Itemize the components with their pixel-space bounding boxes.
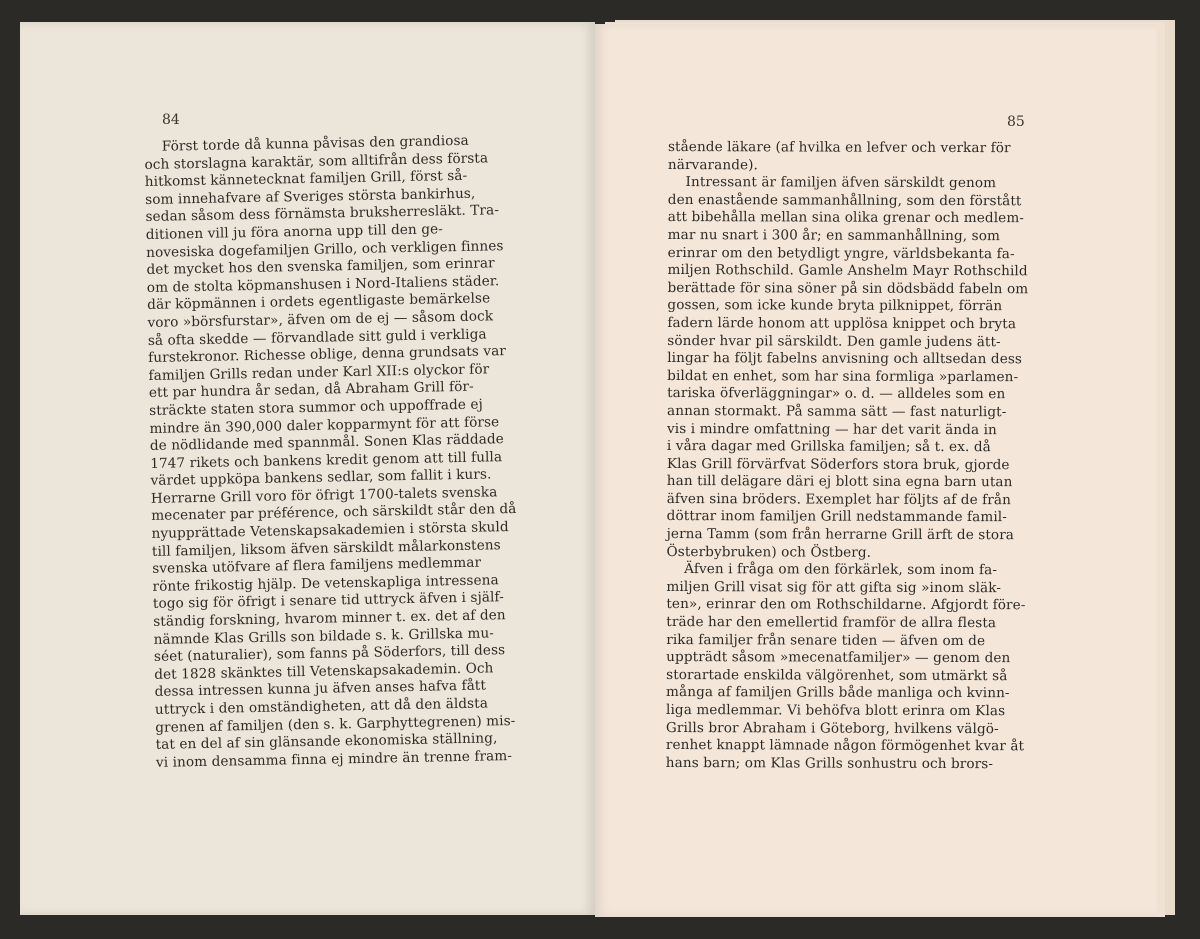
text-line: det 1828 skänktes till Vetenskapsakademin. Och [154,660,494,683]
text-line: Herrarne Grill voro för öfrigt 1700-talets svenska [150,484,498,507]
right-page [595,24,1157,917]
text-line: ten», erinrar den om Rothschildarne. Afgjordt före- [666,596,1026,614]
text-line: jerna Tamm (som från herrarne Grill ärft de stora [666,526,1015,544]
text-line: uttryck i den omständigheten, att då den äldsta [154,695,489,718]
text-line: hitkomst kännetecknat familjen Grill, först så- [144,167,468,191]
text-line: ditionen vill ju föra anorna upp till den ge- [145,221,444,243]
left-page-text [144,132,546,773]
text-line: furstekronor. Richesse oblige, denna grundsats var [148,343,507,367]
text-line: nyupprättade Vetenskapsakademien i största skuld [151,519,509,542]
text-line: Österbybruken) och Östberg. [666,543,872,561]
text-line: sträckte staten stora summor och uppoffrade ej [149,396,484,419]
text-line: sönder hvar pil särskildt. Den gamle judens ätt- [667,332,1001,350]
text-line: Äfven i fråga om den förkärlek, som inom fa- [666,561,998,579]
text-line: tariska öfverläggningar» o. d. — alldeles som en [667,385,1006,403]
text-line: svenska utöfvare af flera familjens medlemmar [152,554,482,578]
text-line: hans barn; om Klas Grills sonhustru och brors- [665,754,994,772]
text-line: storartade enskilda välgörenhet, som utmärkt så [666,666,1008,685]
text-line: stående läkare (af hvilka en lefver och verkar för [667,139,1011,157]
text-line: han till delägare däri ej blott sina egna barn utan [666,473,1013,491]
text-line: mecenater par préférence, och särskildt står den då [151,501,517,525]
text-line: vis i mindre omfattning — har det varit ända in [666,420,997,438]
text-line: värdet uppköpa bankens sedlar, som fallit i kurs. [150,466,492,490]
text-line: vi inom densamma finna ej mindre än trenne fram- [155,747,513,771]
text-line: Först torde då kunna påvisas den grandiosa [144,132,469,155]
text-line: gossen, som icke kunde bryta pilknippet, förrän [667,297,1003,315]
text-line: mindre än 390,000 daler kopparmynt för att förse [149,413,500,437]
text-line: sedan såsom dess förnämsta bruksherresläkt. Tra- [145,202,500,226]
text-line: nämnde Klas Grills son bildade s. k. Grillska mu- [153,625,495,648]
text-line: äfven sina bröders. Exemplet har följts af de från [666,490,1012,509]
text-line: annan stormakt. På samma sätt — fast naturligt- [667,402,1007,421]
text-line: miljen Grill visat sig för att gifta sig »inom släk- [666,578,1002,597]
text-line: att bibehålla mellan sina olika grenar och medlem- [667,209,1025,227]
text-line: togo sig för öfrigt i senare tid uttryck äfven i själf- [152,589,504,613]
text-line: där köpmännen i ordets egentligaste bemärkelse [147,290,491,314]
text-line: till familjen, liksom äfven särskildt målarkonstens [151,536,501,560]
text-line: grenen af familjen (den s. k. Garphyttegrenen) mis- [155,712,516,736]
text-line: séet (naturalier), som fanns på Söderfors, till dess [153,642,506,666]
text-line: renhet knappt lämnade någon förmögenhet kvar åt [665,737,1025,755]
text-line: miljen Rothschild. Gamle Anshelm Mayr Rothschild [667,262,1028,280]
text-line: ständig forskning, hvarom minner t. ex. det af den [153,607,506,630]
text-line: de nödlidande med spannmål. Sonen Klas räddade [149,431,504,455]
page-number-left: 84 [162,112,180,128]
text-line: och storslagna karaktär, som alltifrån dess första [144,149,489,173]
text-line: närvarande). [667,156,759,173]
text-line: erinrar om den betydligt yngre, världsbekanta fa- [667,244,1015,262]
text-line: bildat en enhet, som har sina formliga »parlamen- [667,367,1019,385]
text-line: rika familjer från senare tiden — äfven om de [666,631,986,649]
text-line: fadern lärde honom att upplösa knippet och bryta [667,314,1017,333]
text-line: lingar ha följt fabelns anvisning och alltsedan dess [667,350,1023,368]
text-line: Grills bror Abraham i Göteborg, hvilkens välgö- [665,719,999,737]
text-line: tat en del af sin glänsande ekonomiska ställning, [155,730,498,754]
text-line: ett par hundra år sedan, då Abraham Grill för- [148,379,474,402]
text-line: uppträdt såsom »mecenatfamiljer» — genom den [666,649,1011,667]
text-line: familjen Grills redan under Karl XII:s olyckor för [148,361,490,384]
text-line: berättade för sina söner på sin dödsbädd fabeln om [667,279,1029,298]
text-line: voro »börsfurstar», äfven om de ej — såsom dock [147,308,494,331]
text-line: Klas Grill förvärfvat Söderfors stora bruk, gjorde [666,455,1010,473]
text-line: i våra dagar med Grillska familjen; så t. ex. då [666,438,991,456]
text-line: 1747 rikets och bankens kredit genom att till fulla [150,448,503,472]
right-page-text [666,139,1048,774]
text-line: många af familjen Grills både manliga och kvinn- [666,684,1010,702]
text-line: liga medlemmar. Vi behöfva blott erinra om Klas [665,701,1006,720]
left-page [20,22,595,915]
text-line: rönte frikostig hjälp. De vetenskapliga intressena [152,572,499,595]
text-line: den enastående sammanhållning, som den förstått [667,191,1022,210]
text-line: döttrar inom familjen Grill nedstammande famil- [666,508,1007,526]
text-line: det mycket hos den svenska familjen, som erinrar [146,255,495,279]
text-line: träde har den emellertid framför de allra flesta [666,614,997,632]
text-line: mar nu snart i 300 år; en sammanhållning, som [667,226,1001,245]
text-line: om de stolta köpmanshusen i Nord-Italiens städer. [146,272,500,296]
text-line: Intressant är familjen äfven särskildt genom [667,174,997,192]
text-line: så ofta skedde — förvandlade sitt guld i verkliga [147,325,487,349]
text-line: som innehafvare af Sveriges största bankirhus, [145,185,476,208]
page-number-right: 85 [1007,114,1025,130]
text-line: dessa intressen kunna ju äfven anses hafva fått [154,677,487,701]
text-line: novesiska dogefamiljen Grillo, och verkligen finnes [146,237,504,261]
